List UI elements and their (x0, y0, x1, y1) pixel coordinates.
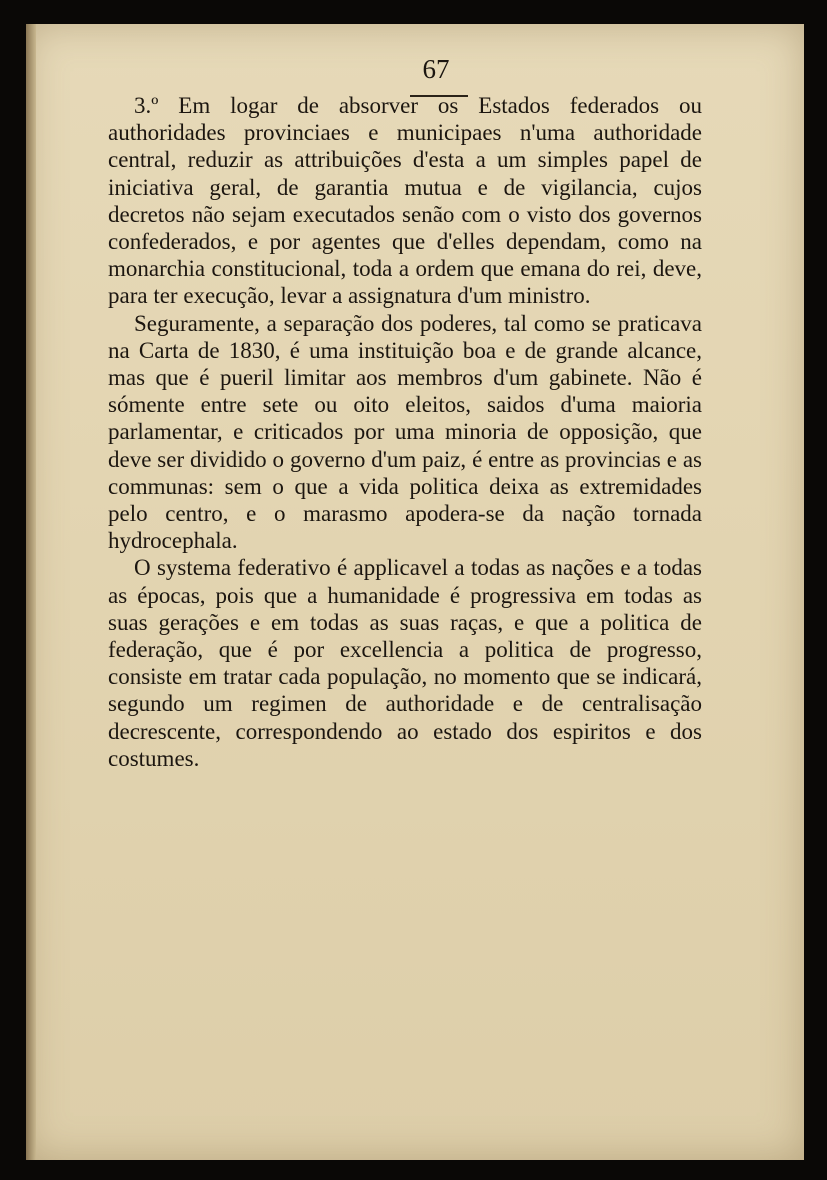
paragraph-3: O systema federativo é applicavel a todas as nações e a todas as épocas, pois que a humanidade é progressiva em todas as suas gerações e em todas as suas raças, e que a politica de federação, que é por excellencia a politica de progresso, consiste em tratar cada população, no momento que se indicará, segundo um regimen de authoridade e de centralisação decrescente, correspondendo ao estado dos espiritos e dos costumes. (108, 555, 702, 771)
paragraph-2: Seguramente, a separação dos poderes, tal como se praticava na Carta de 1830, é uma instituição boa e de grande alcance, mas que é pueril limitar aos membros d'um gabinete. Não é sómente entre sete ou oito eleitos, saidos d'uma maioria parlamentar, e criticados por uma minoria de opposição, que deve ser dividido o governo d'um paiz, é entre as provincias e as communas: sem o que a vida politica deixa as extremidades pelo centro, e o marasmo apodera-se da nação tornada hydrocephala. (108, 310, 702, 554)
page-number: 67 (422, 54, 450, 84)
page-spine-edge (26, 24, 36, 1160)
body-text (108, 92, 702, 772)
paragraph-1: 3.º Em logar de absorver os Estados federados ou authoridades provinciaes e municipaes n'uma authoridade central, reduzir as attribuições d'esta a um simples papel de iniciativa geral, de garantia mutua e de vigilancia, cujos decretos não sejam executados senão com o visto dos governos confederados, e por agentes que d'elles dependam, como na monarchia constitucional, toda a ordem que emana do rei, deve, para ter execução, levar a assignatura d'um ministro. (108, 93, 702, 309)
